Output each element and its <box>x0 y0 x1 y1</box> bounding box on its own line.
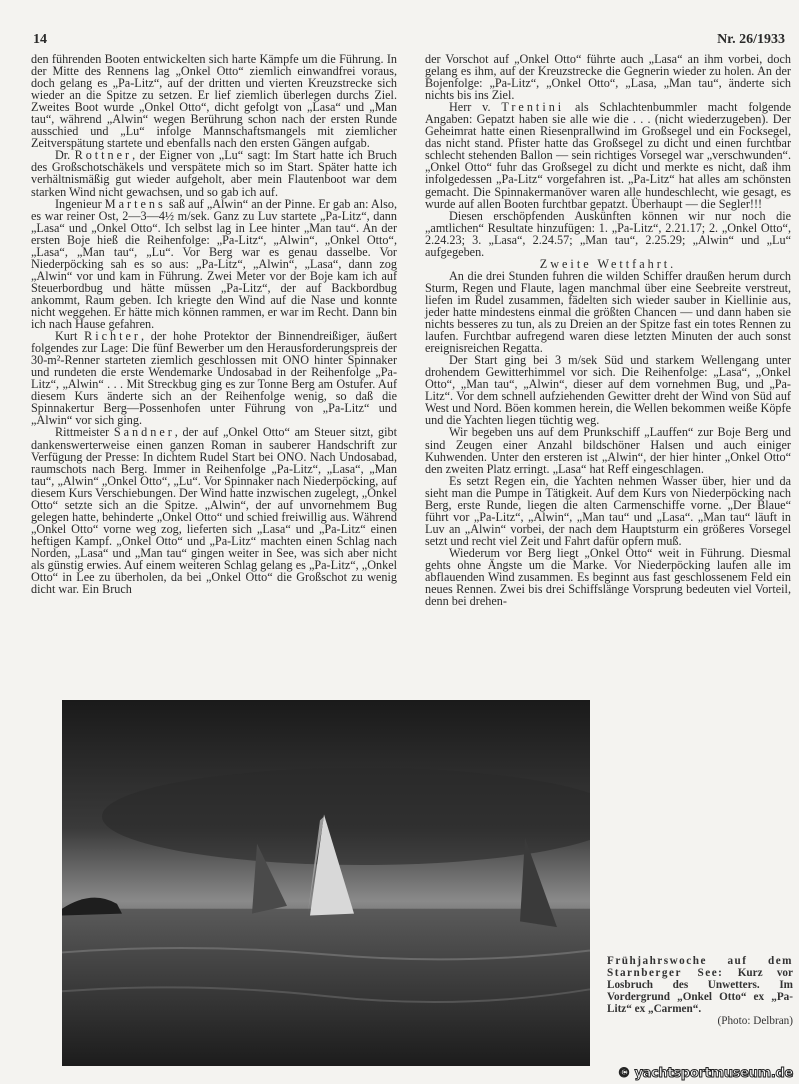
paragraph: Wir begeben uns auf dem Prunkschiff „Lauffen“ zur Boje Berg und sind Zeugen einer Anzahl bildschöner Halsen und auch einiger Kuhwenden. Unter den ersteren ist „Alwin“, der hier hinter „Onkel Otto“ den zweiten Platz erringt. „Lasa“ hat Reff eingeschlagen. <box>425 425 791 476</box>
right-column <box>425 53 791 607</box>
paragraph-text: saß auf „Alwin“ an der Pinne. Er gab an: Also, es war reiner Ost, 2—3—4½ m/sek. Ganz zu Luv startete „Pa-Litz“, dann „Lasa“ und „Onkel Otto“. Ich selbst lag in Lee hinter „Man tau“. An der ersten Boje hieß die Reihenfolge: „Pa-Litz“, „Alwin“, „Onkel Otto“, „Lasa“, „Man tau“, „Lu“. Vor Berg war es genau dasselbe. Vor Niederpöcking sah es so aus: „Pa-Litz“, „Alwin“, „Lasa“, dann zog „Alwin“ vor und kam in Führung. Zwei Meter vor der Boje kam ich auf Steuerbordbug und hätte müssen „Pa-Litz“, der auf Backbordbug ankommt, Raum geben. Ich kriegte den Wind auf die Nase und konnte nicht weggehen. Er hätte mich können rammen, er war im Recht. Dann bin ich nach Hause gefahren. <box>31 196 397 332</box>
speaker-name: Martens <box>104 196 166 211</box>
watermark: © yachtsportmuseum.de <box>617 1066 793 1081</box>
paragraph-text: , der Eigner von „Lu“ sagt: Im Start hatte ich Bruch des Großschotschäkels und verspätete mich so im Start. Später hatte ich verhältnismäßig gut wieder aufgeholt, aber mein Flautenboot war dem starken Wind nicht gewachsen, und so gab ich auf. <box>31 148 398 199</box>
paragraph: Wiederum vor Berg liegt „Onkel Otto“ weit in Führung. Diesmal gehts ohne Ängste um die Marke. Vor Niederpöcking laufen alle im abflauenden Wind zusammen. Es beginnt aus fast geschlossenem Feld ein neues Rennen. Zwei bis drei Schiffslänge Vorsprung bedeuten viel Vorteil, denn bei drehen- <box>425 545 791 609</box>
paragraph-text: , der hohe Protektor der Binnendreißiger, äußert folgendes zur Lage: Die fünf Bewerber um den Herausforderungspreis der 30-m²-Renner starteten ziemlich geschlossen mit ONO hinter Spinnaker und rundeten die erste Wendemarke Undosabad in der Reihenfolge „Pa-Litz“, „Alwin“ . . . Mit Streckbug ging es zur Tonne Berg am Ostufer. Auf diesem Kurs änderte sich an der Reihenfolge wenig, so daß die Spinnakertur Berg—Possenhofen unter Führung von „Pa-Litz“ und „Alwin“ vor sich ging. <box>31 329 397 428</box>
caption-text: Kurz vor Losbruch des Unwetters. Im Vordergrund „Onkel Otto“ ex „Pa-Litz“ ex „Carmen“. <box>607 967 793 1015</box>
speaker-name: Sandner <box>113 425 175 440</box>
paragraph <box>31 198 397 331</box>
photo-credit: (Photo: Delbran) <box>717 1015 793 1027</box>
paragraph <box>31 53 397 149</box>
paragraph <box>425 53 791 101</box>
left-column <box>31 53 397 595</box>
paragraph: Es setzt Regen ein, die Yachten nehmen Wasser über, hier und da sieht man die Pumpe in Tätigkeit. Auf dem Kurs von Niederpöcking nach Berg, erste Runde, liegen die alten Carmenschiffe vorne. „Der Blaue“ führt vor „Pa-Litz“, „Alwin“, „Man tau“ und „Lasa“. „Man tau“ läuft in Luv an „Alwin“ vorbei, der nach dem Hauptsturm ein größeres Vorsegel setzt und recht viel Zeit und Fahrt dafür opfern muß. <box>425 473 791 548</box>
paragraph-prefix: Ingenieur <box>55 196 105 211</box>
paragraph: Der Start ging bei 3 m/sek Süd und starkem Wellengang unter drohendem Gewitterhimmel vor sich. Die Reihenfolge: „Lasa“, „Onkel Otto“, „Man tau“, „Alwin“, dieser auf dem vornehmen Bug, und „Pa-Litz“. Vor dem schnell aufziehenden Gewitter dreht der Wind von Süd auf West und Nord. Böen kommen herein, die Wellen bekommen weiße Köpfe und die Yachten liegen tüchtig weg. <box>425 353 791 428</box>
paragraph-prefix: Kurt <box>55 329 85 344</box>
photo-caption <box>607 955 793 1027</box>
paragraph: An die drei Stunden fuhren die wilden Schiffer draußen herum durch Sturm, Regen und Flaute, lagen manchmal über eine Seebreite verstreut, liefen im Rudel zusammen, fädelten sich wieder sauber in Kiellinie aus, jeder hatte mindestens einmal die größten Chancen — und dann haben sie nichts besseres zu tun, als zu Dreien an der Spitze fast ein totes Rennen zu laufen. Furchtbar aufregend waren diese letzten Minuten der auch sonst ereignisreichen Regatta. <box>425 268 791 356</box>
paragraph-prefix: Herr v. <box>449 100 502 115</box>
speaker-name: Trentini <box>501 100 565 115</box>
paragraph <box>425 101 791 209</box>
sailing-photo <box>62 700 590 1066</box>
paragraph-text: Diesen erschöpfenden Auskünften können wir nur noch die „amtlichen“ Resultate hinzufügen: 1. „Pa-Litz“, 2.21.17; 2. „Onkel Otto“, 2.24.23; 3. „Lasa“, 2.24.57; „Man tau“, 2.25.29; „Alwin“ und „Lu“ aufgegeben. <box>425 208 791 259</box>
paragraph-text: als Schlachtenbummler macht folgende Angaben: Gepatzt haben sie alle wie die . . . (nicht wiederzugeben). Der Geheimrat hatte einen Riesenprallwind im Großsegel und ein Focksegel, das nicht stand. Pfister hatte das Großsegel zu dicht und einen furchtbar schlecht stehenden Ballon — sein richtiges Vorsegel war „verschwunden“. „Onkel Otto“ fuhr das Großsegel zu dicht und merkte es nicht, daß ihm infolgedessen „Pa-Litz“ vorgefahren ist. „Pa-Litz“ hat alles am schönsten gemacht. Die Spinnakermanöver waren alle hundeschlecht, wie gesagt, es wurde auf allen Booten furchtbar gepatzt. Überhaupt — die Segler!!! <box>425 100 791 211</box>
paragraph <box>31 330 397 426</box>
paragraph-prefix: Dr. <box>55 148 75 163</box>
speaker-name: Rottner <box>74 148 133 163</box>
page-number: 14 <box>33 32 47 47</box>
issue-number: Nr. 26/1933 <box>717 32 785 47</box>
paragraph <box>31 149 397 197</box>
paragraph <box>425 210 791 258</box>
paragraph-text: der Vorschot auf „Onkel Otto“ führte auch „Lasa“ an ihm vorbei, doch gelang es ihm, auf der Kreuzstrecke die Gegnerin wieder zu holen. An der Bojenfolge: „Pa-Litz“, „Onkel Otto“, „Lasa, „Man tau“, änderte sich nichts bis ins Ziel. <box>425 52 791 103</box>
paragraph <box>31 426 397 595</box>
paragraph-text: den führenden Booten entwickelten sich harte Kämpfe um die Führung. In der Mitte des Rennens lag „Onkel Otto“ ziemlich einwandfrei voraus, doch gelang es „Pa-Litz“, auf der dritten und vierten Kreuzstrecke sich wieder an die Spitze zu setzen. Er lief ziemlich überlegen durchs Ziel. Zweites Boot wurde „Onkel Otto“, dicht gefolgt von „Lasa“ und „Man tau“, während „Alwin“ wegen Berührung schon nach der ersten Runde ausschied und „Lu“ infolge Mannschaftsmangels mit ziemlicher Zeitverspätung startete und ebenfalls nach den ersten Gängen aufgab. <box>31 52 397 151</box>
photo-image <box>62 700 590 1066</box>
speaker-name: Richter <box>84 329 141 344</box>
paragraph-text: , der auf „Onkel Otto“ am Steuer sitzt, gibt dankenswerterweise einen ganzen Roman in sauberer Handschrift zur Verfügung der Presse: In dichtem Rudel Start bei ONO. Nach Undosabad, raumschots nach Berg. Immer in Reihenfolge „Pa-Litz“, „Lasa“, „Man tau“, „Alwin“ „Onkel Otto“, „Lu“. Vor Spinnaker nach Niederpöcking, auf diesem Kurs Verschiebungen. Der Wind hatte inzwischen zugelegt, „Onkel Otto“ setzte sich an die Spitze. „Alwin“, der auf unvornehmem Bug gelegen hatte, behinderte „Onkel Otto“ und schied freiwillig aus. Während „Onkel Otto“ vorne weg zog, lieferten sich „Lasa“ und „Pa-Litz“ einen heftigen Kampf. „Onkel Otto“ und „Pa-Litz“ machten einen Schlag nach Norden, „Lasa“ und „Man tau“ gingen weiter in See, was sich aber nicht als günstig erwies. Auf einem weiteren Schlag gelang es „Pa-Litz“, „Onkel Otto“ in Lee zu überholen, da bei „Onkel Otto“ die Großschot zu wenig dicht war. Ein Bruch <box>31 425 397 597</box>
caption-title: Frühjahrswoche auf dem Starnberger See: <box>607 955 793 979</box>
section-heading: Zweite Wettfahrt. <box>539 256 677 271</box>
paragraph-prefix: Rittmeister <box>55 425 114 440</box>
